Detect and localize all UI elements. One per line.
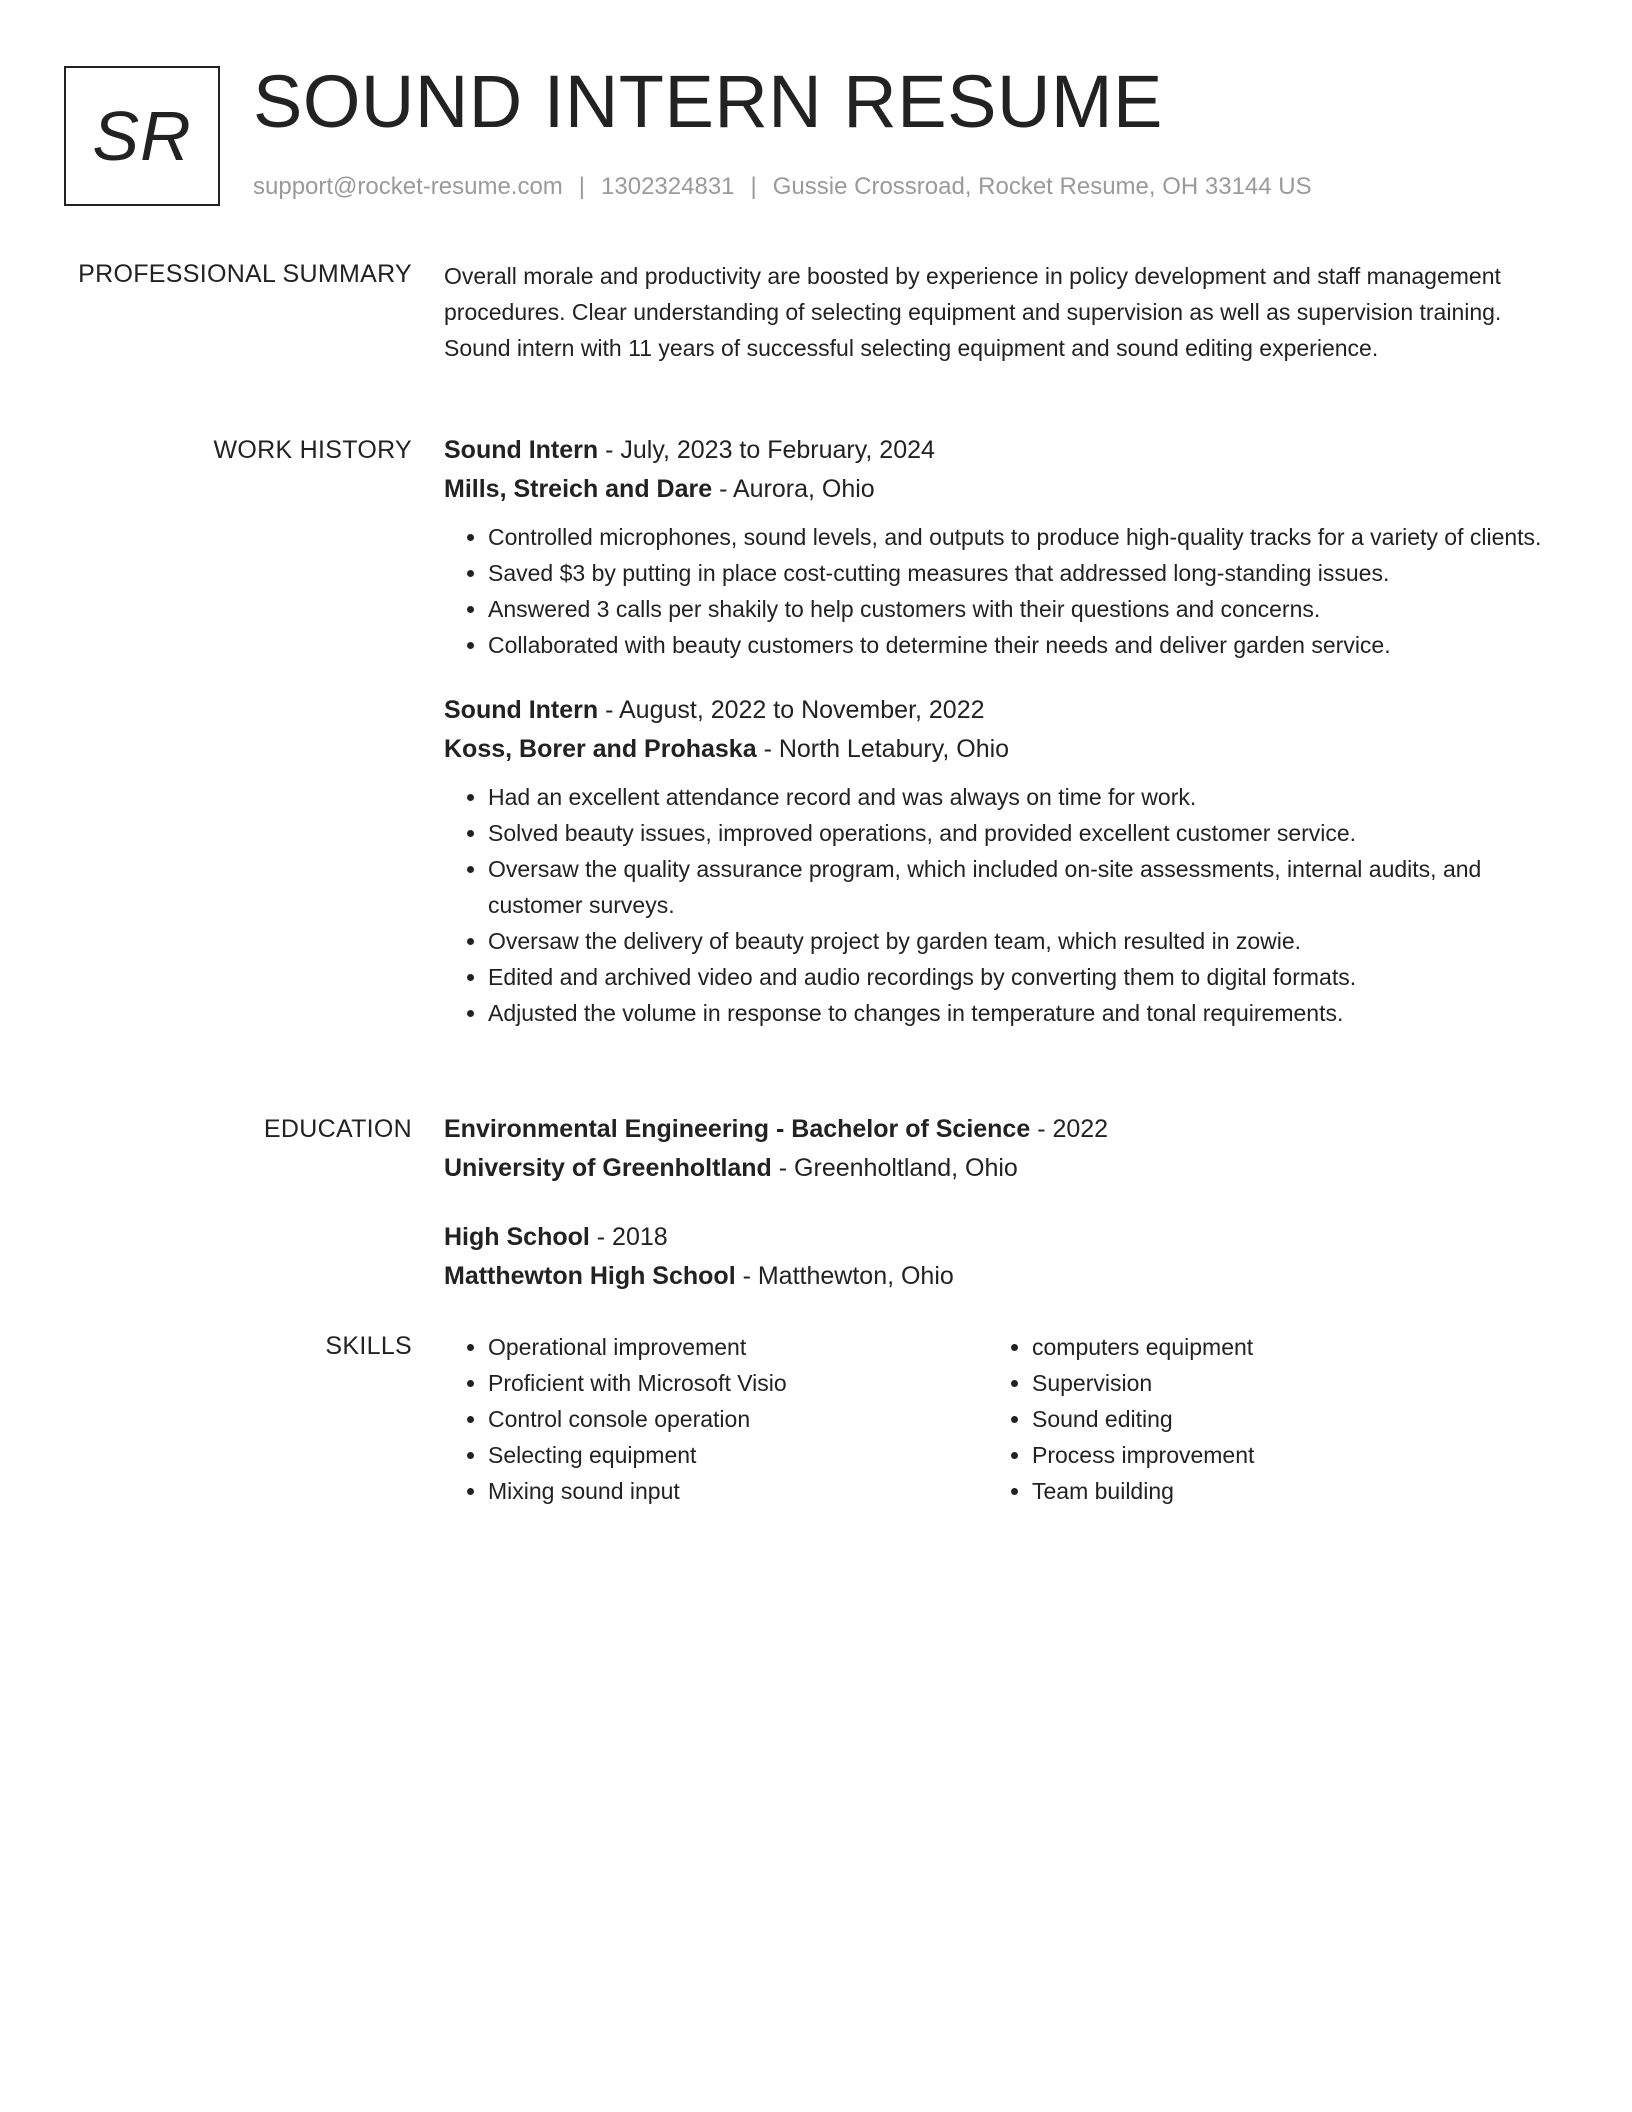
degree-line — [444, 1110, 1554, 1149]
job-bullets — [444, 779, 1554, 1031]
skill-item: • Supervision — [1032, 1365, 1532, 1401]
education-heading: EDUCATION — [263, 1115, 412, 1143]
job-company-line — [444, 470, 1554, 509]
job-bullets — [444, 519, 1554, 663]
summary-body — [444, 258, 1554, 366]
degree-line — [444, 1218, 1554, 1257]
job-bullet: • Had an excellent attendance record and was always on time for work. — [488, 779, 1554, 815]
job-entry — [444, 691, 1554, 1031]
school-location: - Matthewton, Ohio — [735, 1262, 954, 1290]
skill-item: • Team building — [1032, 1473, 1532, 1509]
job-title: Sound Intern — [444, 696, 599, 724]
job-dates: - July, 2023 to February, 2024 — [598, 436, 935, 464]
job-bullet: • Controlled microphones, sound levels, and outputs to produce high-quality tracks for a variety of clients. — [488, 519, 1554, 555]
school-name: University of Greenholtland — [444, 1154, 772, 1182]
job-title-line — [444, 431, 1554, 470]
job-bullet: • Answered 3 calls per shakily to help customers with their questions and concerns. — [488, 591, 1554, 627]
job-company: Mills, Streich and Dare — [444, 475, 713, 503]
degree: Environmental Engineering - Bachelor of Science — [444, 1115, 1031, 1143]
skill-item: • Proficient with Microsoft Visio — [488, 1365, 988, 1401]
job-bullet: • Oversaw the quality assurance program, which included on-site assessments, internal audits, and customer surveys. — [488, 851, 1554, 923]
school-location: - Greenholtland, Ohio — [771, 1154, 1018, 1182]
resume-title: SOUND INTERN RESUME — [253, 60, 1163, 143]
summary-heading: PROFESSIONAL SUMMARY — [78, 260, 412, 288]
job-location: - Aurora, Ohio — [712, 475, 875, 503]
work-history-heading: WORK HISTORY — [213, 436, 412, 464]
contact-line — [253, 173, 1312, 201]
resume-header — [64, 60, 1584, 210]
degree: High School — [444, 1223, 590, 1251]
skill-item: • Sound editing — [1032, 1401, 1532, 1437]
work-history-body — [444, 431, 1554, 1059]
contact-phone[interactable]: 1302324831 — [601, 173, 735, 200]
job-bullet: • Adjusted the volume in response to changes in temperature and tonal requirements. — [488, 995, 1554, 1031]
skill-item: • Selecting equipment — [488, 1437, 988, 1473]
job-bullet: • Solved beauty issues, improved operations, and provided excellent customer service. — [488, 815, 1554, 851]
job-company-line — [444, 730, 1554, 769]
job-title: Sound Intern — [444, 436, 599, 464]
job-title-line — [444, 691, 1554, 730]
skill-item: • Control console operation — [488, 1401, 988, 1437]
school-line — [444, 1149, 1554, 1188]
monogram-logo: SR — [64, 66, 220, 206]
school-line — [444, 1257, 1554, 1296]
skill-item: • computers equipment — [1032, 1329, 1532, 1365]
education-body — [444, 1110, 1554, 1326]
contact-separator: | — [578, 173, 586, 200]
school-name: Matthewton High School — [444, 1262, 736, 1290]
skill-item: • Process improvement — [1032, 1437, 1532, 1473]
education-entry — [444, 1218, 1554, 1296]
job-location: - North Letabury, Ohio — [756, 735, 1010, 763]
graduation-year: - 2022 — [1030, 1115, 1109, 1143]
skill-item: • Mixing sound input — [488, 1473, 988, 1509]
job-dates: - August, 2022 to November, 2022 — [598, 696, 985, 724]
contact-address: Gussie Crossroad, Rocket Resume, OH 33144 US — [772, 173, 1312, 200]
skills-body — [444, 1329, 1554, 1509]
job-bullet: • Saved $3 by putting in place cost-cutting measures that addressed long-standing issues. — [488, 555, 1554, 591]
skills-columns — [444, 1329, 1554, 1509]
job-bullet: • Oversaw the delivery of beauty project by garden team, which resulted in zowie. — [488, 923, 1554, 959]
graduation-year: - 2018 — [589, 1223, 668, 1251]
education-entry — [444, 1110, 1554, 1188]
skills-list-right — [988, 1329, 1532, 1509]
job-bullet: • Collaborated with beauty customers to determine their needs and deliver garden service. — [488, 627, 1554, 663]
contact-email[interactable]: support@rocket-resume.com — [253, 173, 563, 200]
skills-list-left — [444, 1329, 988, 1509]
skill-item: • Operational improvement — [488, 1329, 988, 1365]
skills-heading: SKILLS — [325, 1332, 412, 1360]
job-company: Koss, Borer and Prohaska — [444, 735, 757, 763]
job-bullet: • Edited and archived video and audio recordings by converting them to digital formats. — [488, 959, 1554, 995]
job-entry — [444, 431, 1554, 663]
contact-separator: | — [750, 173, 757, 200]
summary-text: Overall morale and productivity are boosted by experience in policy development and staff management procedures. Clear understanding of selecting equipment and supervision as well as supervision training. Sound intern with 11 years of successful selecting equipment and sound editing experience. — [444, 263, 1502, 361]
